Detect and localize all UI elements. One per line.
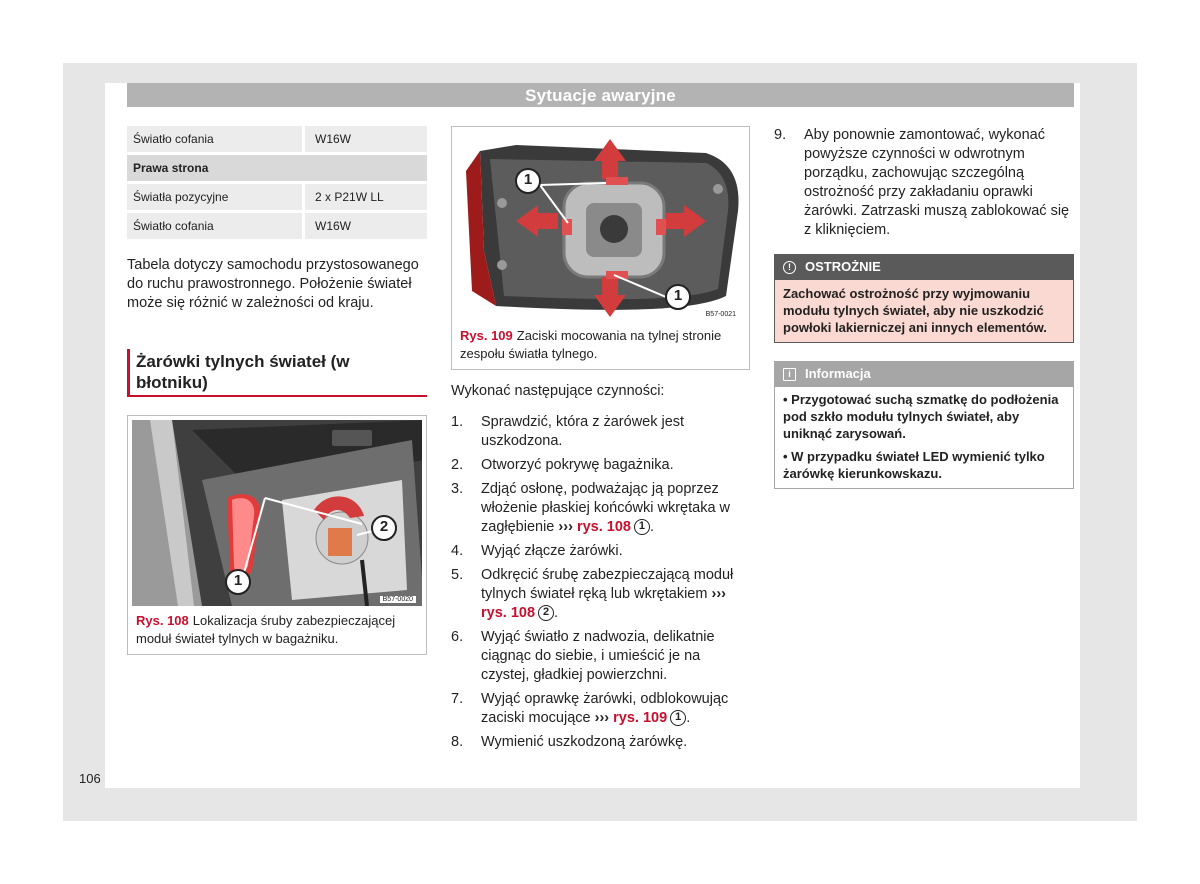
step-text: Sprawdzić, która z żarówek jest uszkodzona. bbox=[481, 414, 685, 449]
callout-1: 1 bbox=[673, 287, 683, 304]
caution-text: Zachować ostrożność przy wyjmowaniu modułu tylnych świateł, aby nie uszkodzić powłoki lakierniczej ani innych elementów. bbox=[774, 280, 1074, 343]
xref-arrows: ››› bbox=[594, 710, 610, 726]
callout-ref: 1 bbox=[670, 710, 686, 726]
step-number: 7. bbox=[451, 691, 464, 707]
table-cell-label: Światło cofania bbox=[127, 126, 302, 152]
list-item bbox=[451, 413, 750, 451]
xref-arrows: ››› bbox=[711, 586, 726, 602]
step-number: 9. bbox=[774, 127, 787, 143]
step-text: Wyjąć światło z nadwozia, delikatnie ciągnąc do siebie, i umieścić je na czystej, gładkiej powierzchni. bbox=[481, 629, 715, 683]
figure-caption-text: Zaciski mocowania na tylnej stronie zespołu światła tylnego. bbox=[460, 328, 722, 361]
table-group-row bbox=[127, 155, 427, 181]
table-cell-value: 2 x P21W LL bbox=[302, 184, 427, 210]
figure-label: Rys. 109 bbox=[460, 328, 513, 343]
step-number: 3. bbox=[451, 481, 464, 497]
step-number: 4. bbox=[451, 543, 464, 559]
taillight-illustration bbox=[456, 131, 745, 321]
callout-ref: 1 bbox=[634, 519, 650, 535]
step-text: Zdjąć osłonę, podważając ją poprzez włożenie płaskiej końcówki wkrętaka w zagłębienie bbox=[481, 481, 731, 535]
figure-code: B57-0020 bbox=[380, 596, 416, 603]
table-cell-label: Światła pozycyjne bbox=[127, 184, 302, 210]
info-bullet: • Przygotować suchą szmatkę do podłożenia pod szkło modułu tylnych świateł, aby uniknąć zarysowań. bbox=[783, 392, 1059, 441]
step-text: Wyjąć złącze żarówki. bbox=[481, 543, 623, 559]
list-item bbox=[451, 733, 750, 752]
callout-ref: 2 bbox=[538, 605, 554, 621]
figure-109-image bbox=[456, 131, 745, 321]
figure-link[interactable]: rys. 109 bbox=[613, 710, 668, 726]
caution-box bbox=[774, 254, 1074, 343]
xref-arrows: ››› bbox=[558, 519, 573, 535]
table-group-label: Prawa strona bbox=[127, 155, 427, 181]
info-body bbox=[774, 387, 1074, 489]
steps-intro: Wykonać następujące czynności: bbox=[451, 383, 665, 399]
column-right bbox=[774, 126, 1074, 489]
figure-108-image bbox=[132, 420, 422, 606]
step-number: 8. bbox=[451, 734, 464, 750]
step-tail: . bbox=[686, 710, 691, 726]
section-rule bbox=[127, 395, 427, 397]
figure-109 bbox=[451, 126, 750, 370]
page-title: Sytuacje awaryjne bbox=[525, 86, 676, 105]
list-item bbox=[451, 690, 750, 728]
list-item bbox=[774, 126, 1074, 240]
figure-caption-text: Lokalizacja śruby zabezpieczającej moduł świateł tylnych w bagażniku. bbox=[136, 613, 396, 646]
column-middle bbox=[451, 126, 750, 757]
info-icon: i bbox=[783, 368, 796, 381]
list-item bbox=[451, 566, 750, 623]
callout-1: 1 bbox=[233, 572, 243, 589]
figure-caption bbox=[452, 321, 749, 369]
step-text: Wymienić uszkodzoną żarówkę. bbox=[481, 734, 688, 750]
list-item bbox=[451, 480, 750, 537]
figure-108 bbox=[127, 415, 427, 655]
callout-2: 2 bbox=[379, 518, 389, 535]
caution-title: OSTROŻNIE bbox=[805, 259, 881, 274]
trunk-illustration bbox=[132, 420, 422, 606]
figure-link[interactable]: rys. 108 bbox=[481, 605, 536, 621]
step-number: 2. bbox=[451, 457, 464, 473]
info-box bbox=[774, 361, 1074, 489]
list-item bbox=[451, 542, 750, 561]
figure-code: B57-0021 bbox=[703, 311, 739, 318]
step-number: 6. bbox=[451, 629, 464, 645]
steps-list bbox=[451, 413, 750, 752]
intro-paragraph: Tabela dotyczy samochodu przystosowanego do ruchu prawostronnego. Położenie świateł może się różnić w zależności od kraju. bbox=[127, 257, 419, 311]
page-number: 106 bbox=[79, 771, 101, 786]
bulb-spec-table bbox=[127, 123, 427, 242]
steps-list-continued bbox=[774, 126, 1074, 240]
step-tail: . bbox=[554, 605, 559, 621]
table-row bbox=[127, 184, 427, 210]
step-text: Otworzyć pokrywę bagażnika. bbox=[481, 457, 674, 473]
list-item bbox=[451, 628, 750, 685]
caution-header bbox=[774, 254, 1074, 280]
figure-label: Rys. 108 bbox=[136, 613, 189, 628]
section-heading: Żarówki tylnych świateł (w błotniku) bbox=[127, 349, 427, 395]
list-item bbox=[451, 456, 750, 475]
figure-caption bbox=[128, 606, 426, 654]
table-cell-value: W16W bbox=[302, 126, 427, 152]
table-row bbox=[127, 126, 427, 152]
column-left bbox=[127, 126, 427, 655]
table-row bbox=[127, 213, 427, 239]
info-header bbox=[774, 361, 1074, 387]
step-number: 1. bbox=[451, 414, 464, 430]
caution-icon: ! bbox=[783, 261, 796, 274]
table-cell-label: Światło cofania bbox=[127, 213, 302, 239]
step-text: Aby ponownie zamontować, wykonać powyższe czynności w odwrotnym porządku, zachowując szczególną ostrożność przy zakładaniu oprawki żarówki. Zatrzaski muszą zablokować się z kliknięciem. bbox=[804, 127, 1070, 238]
step-text: Odkręcić śrubę zabezpieczającą moduł tylnych świateł ręką lub wkrętakiem bbox=[481, 567, 734, 602]
figure-link[interactable]: rys. 108 bbox=[576, 519, 631, 535]
info-title: Informacja bbox=[805, 366, 871, 381]
step-number: 5. bbox=[451, 567, 464, 583]
callout-1: 1 bbox=[523, 171, 533, 188]
step-text: Wyjąć oprawkę żarówki, odblokowując zaciski mocujące bbox=[481, 691, 729, 726]
step-tail: . bbox=[649, 519, 654, 535]
info-bullet: • W przypadku świateł LED wymienić tylko żarówkę kierunkowskazu. bbox=[783, 449, 1045, 481]
table-cell-value: W16W bbox=[302, 213, 427, 239]
